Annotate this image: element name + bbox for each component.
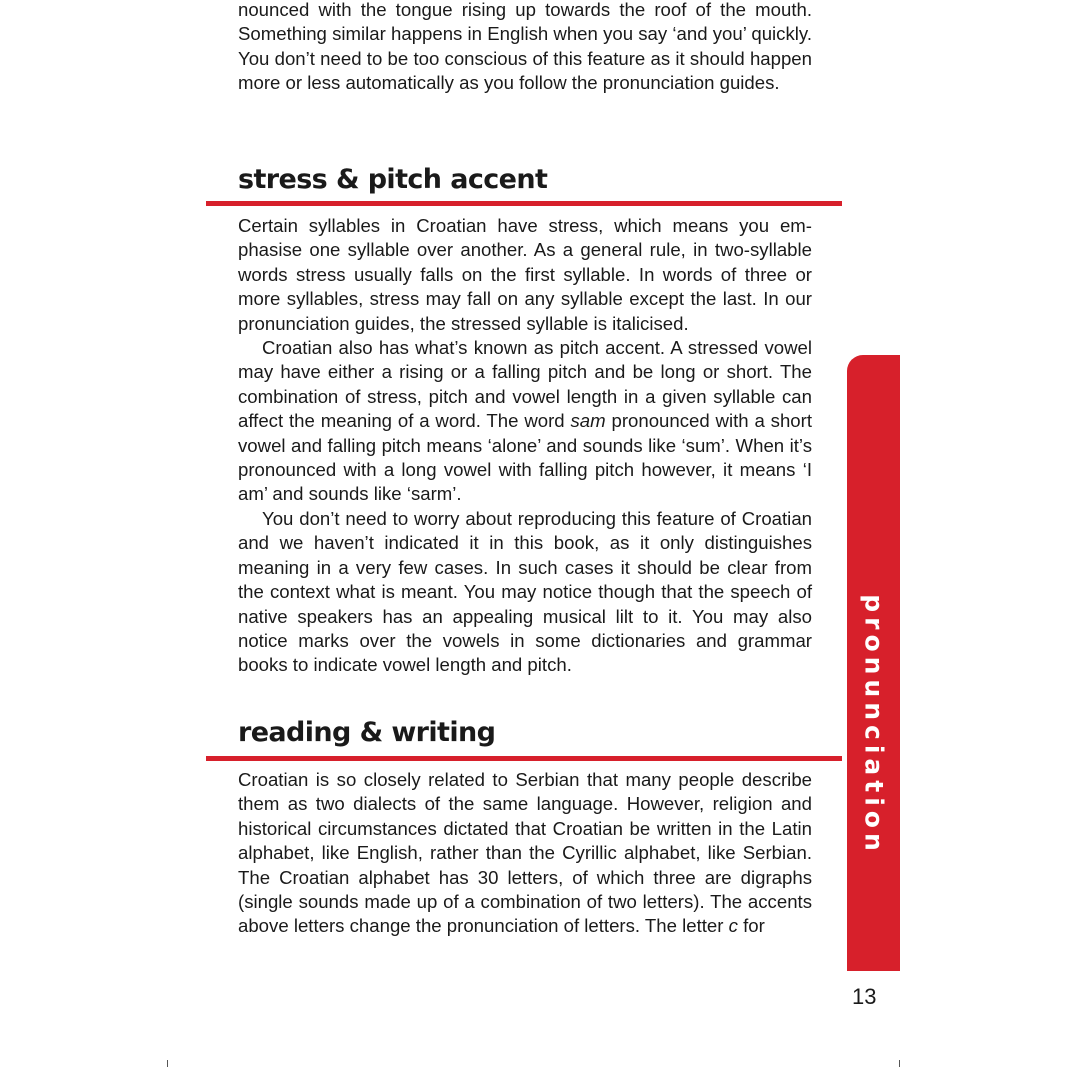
reading-paragraph-1 [238, 768, 812, 939]
section-rule-stress [206, 201, 842, 206]
stress-paragraph-2-part-a: Croatian also has what’s known as pitch accent. A stressed vowel may have either a rising or a falling pitch and be long or short. The combination of stress, pitch and vowel length in a given syllable can affect the meaning of a word. The word [238, 337, 812, 432]
stress-paragraph-1: Certain syllables in Croatian have stress, which means you emphasise one syllable over another. As a general rule, in two-syllable words stress usually falls on the first syllable. In words of three or more syllables, stress may fall on any syllable except the last. In our pronunciation guides, the stressed syllable is italicised. [238, 215, 812, 334]
intro-text-block [238, 0, 812, 96]
crop-mark-left [167, 1060, 168, 1067]
stress-text-block [238, 214, 812, 678]
chapter-side-tab [847, 355, 900, 971]
stress-paragraph-3: You don’t need to worry about reproducing this feature of Croatian and we haven’t indicated it in this book, as it only distinguishes meaning in a very few cases. In such cases it should be clear from the context what is meant. You may notice though that the speech of native speakers has an appealing musical lilt to it. You may also notice marks over the vowels in some dictionaries and grammar books to indicate vowel length and pitch. [238, 507, 812, 676]
crop-mark-right [899, 1060, 900, 1067]
section-rule-reading [206, 756, 842, 761]
reading-paragraph-1-italic-letter: c [728, 915, 738, 937]
reading-text-block [238, 768, 812, 939]
chapter-side-tab-label: pronunciation [859, 594, 888, 856]
section-heading-stress: stress & pitch accent [238, 164, 548, 195]
reading-paragraph-1-part-a: Croatian is so closely related to Serbian that many people describe them as two dialects of the same language. However, religion and historical circumstances dictated that Croatian be written in the Latin alphabet, like English, rather than the Cyrillic alphabet, like Serbian. The Croatian alphabet has 30 letters, of which three are digraphs (single sounds made up of a combination of two letters). The accents above letters change the pronunciation of letters. The letter [238, 769, 812, 937]
stress-paragraph-2 [238, 336, 812, 507]
stress-paragraph-2-part-b: pronounced with a short vowel and falling pitch means ‘alone’ and sounds like ‘sum’. When it’s pronounced with a long vowel with falling pitch however, it means ‘I am’ and sounds like ‘sarm’. [238, 410, 813, 505]
reading-paragraph-1-part-b: for [737, 915, 765, 937]
page-number: 13 [852, 984, 877, 1009]
stress-paragraph-2-italic-word: sam [570, 410, 606, 432]
section-heading-reading: reading & writing [238, 717, 496, 748]
intro-paragraph: nounced with the tongue rising up towards the roof of the mouth. Something similar happens in English when you say ‘and you’ quickly. You don’t need to be too conscious of this feature as it should happen more or less automatically as you follow the pronunciation guides. [238, 0, 812, 94]
